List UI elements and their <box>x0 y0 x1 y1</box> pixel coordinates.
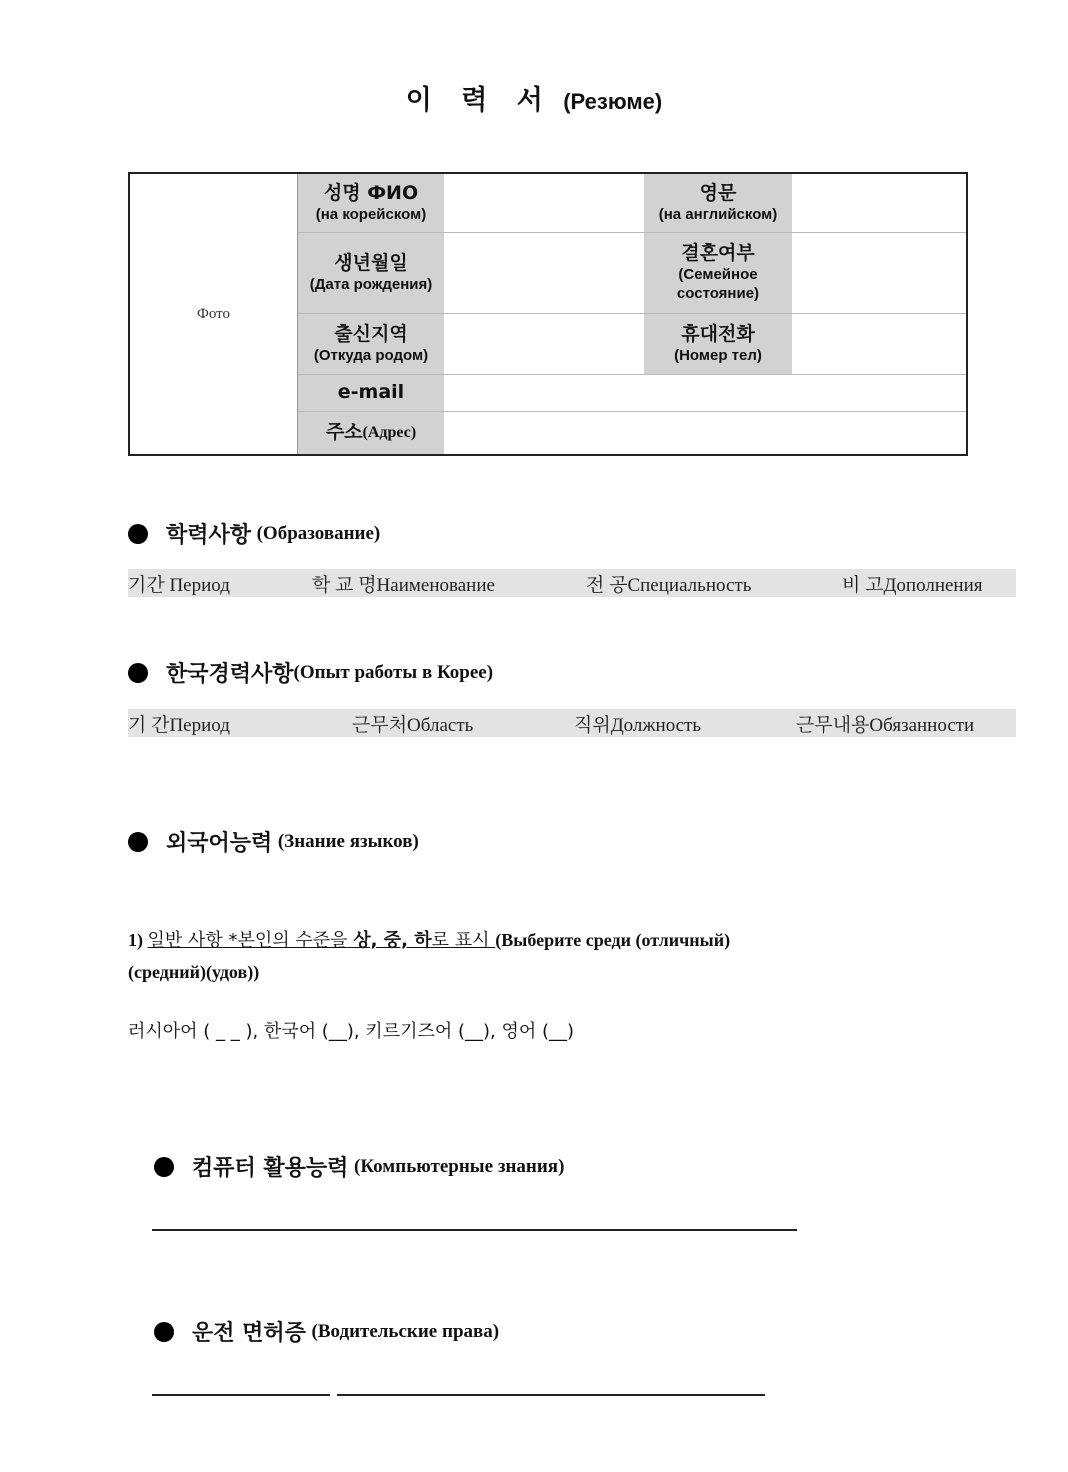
instruction-russian-1: (Выберите среди (отличный) <box>495 930 731 950</box>
bullet-icon <box>154 1322 174 1342</box>
education-col-period: 기간 Период <box>128 575 230 596</box>
license-heading-ru: (Водительские права) <box>311 1320 500 1342</box>
birthdate-label <box>298 233 444 313</box>
computer-heading <box>154 1151 564 1182</box>
computer-heading-ko: 컴퓨터 활용능력 <box>192 1156 349 1181</box>
title-russian: (Резюме) <box>563 89 663 114</box>
education-col-major: 전 공Специальность <box>586 575 752 596</box>
education-col-notes: 비 고Дополнения <box>842 575 983 596</box>
name-label <box>298 174 444 232</box>
english-label-ko: 영문 <box>699 181 737 204</box>
photo-box[interactable] <box>130 174 297 454</box>
instruction-levels: 상, 중, 하 <box>353 930 432 951</box>
korea-heading-ru: (Опыт работы в Корее) <box>293 661 494 683</box>
instruction-part-a: 일반 사항 *본인의 수준을 <box>147 930 354 951</box>
origin-label-ko: 출신지역 <box>334 322 408 345</box>
address-label-ko: 주소 <box>325 421 363 444</box>
bullet-icon <box>128 663 148 683</box>
marital-label-ru1: (Семейное <box>678 266 758 284</box>
bullet-icon <box>128 524 148 544</box>
instruction-part-c: 로 표시 <box>431 930 496 951</box>
computer-heading-ru: (Компьютерные знания) <box>354 1155 565 1177</box>
license-heading-ko: 운전 면허증 <box>192 1321 306 1346</box>
languages-instruction <box>128 926 730 952</box>
bullet-icon <box>128 832 148 852</box>
grid-line <box>298 411 966 412</box>
personal-info-table <box>128 172 968 456</box>
name-label-ru: (на корейском) <box>315 205 427 223</box>
origin-field[interactable] <box>444 314 644 374</box>
education-col-school: 학 교 명Наименование <box>312 575 495 596</box>
phone-label-ko: 휴대전화 <box>681 322 755 345</box>
korea-col-period: 기 간Период <box>128 715 230 736</box>
education-header-row <box>128 569 1016 597</box>
marital-status-field[interactable] <box>792 233 966 313</box>
computer-answer-line[interactable] <box>152 1229 797 1231</box>
phone-field[interactable] <box>792 314 966 374</box>
languages-heading-ko: 외국어능력 <box>166 831 273 856</box>
korea-col-duties: 근무내용Обязанности <box>796 715 975 736</box>
grid-line <box>298 374 966 375</box>
education-heading-ko: 학력사항 <box>166 523 252 548</box>
title-korean: 이 력 서 <box>405 85 553 116</box>
email-field[interactable] <box>444 375 966 411</box>
phone-label-ru: (Номер тел) <box>674 346 762 364</box>
grid-line <box>298 313 966 314</box>
bullet-icon <box>154 1157 174 1177</box>
email-label <box>298 375 444 411</box>
origin-label-ru: (Откуда родом) <box>313 346 429 364</box>
license-answer-line-2[interactable] <box>337 1394 765 1396</box>
phone-label <box>644 314 792 374</box>
address-label-ru: (Адрес) <box>362 424 417 441</box>
address-label <box>298 412 444 454</box>
page-title <box>0 78 1068 117</box>
instruction-russian-2: (средний)(удов)) <box>128 962 260 982</box>
languages-heading-ru: (Знание языков) <box>277 830 419 852</box>
email-label-text: e-mail <box>337 381 405 404</box>
grid-line <box>298 232 966 233</box>
marital-status-label <box>644 233 792 313</box>
birthdate-field[interactable] <box>444 233 644 313</box>
origin-label <box>298 314 444 374</box>
korea-experience-heading <box>128 657 493 688</box>
marital-label-ru2: состояние) <box>676 284 760 302</box>
photo-label: Фото <box>196 305 230 322</box>
english-name-field[interactable] <box>792 174 966 232</box>
license-answer-line-1[interactable] <box>152 1394 330 1396</box>
name-field[interactable] <box>444 174 644 232</box>
languages-list[interactable]: 러시아어 ( _ _ ), 한국어 (__), 키르기즈어 (__), 영어 (__) <box>128 1021 574 1042</box>
korea-experience-header-row <box>128 709 1016 737</box>
english-label-ru: (на английском) <box>658 205 778 223</box>
languages-heading <box>128 826 419 857</box>
license-heading <box>154 1316 499 1347</box>
address-field[interactable] <box>444 412 966 454</box>
korea-heading-ko: 한국경력사항 <box>166 662 294 687</box>
birth-label-ko: 생년월일 <box>334 251 408 274</box>
english-name-label <box>644 174 792 232</box>
korea-col-workplace: 근무처Область <box>352 715 474 736</box>
korea-col-position: 직위Должность <box>574 715 702 736</box>
birth-label-ru: (Дата рождения) <box>309 275 433 293</box>
instruction-number: 1) <box>128 930 143 950</box>
name-label-ko: 성명 ФИО <box>323 181 419 204</box>
education-heading-ru: (Образование) <box>256 522 381 544</box>
education-heading <box>128 518 380 549</box>
marital-label-ko: 결혼여부 <box>681 242 755 265</box>
